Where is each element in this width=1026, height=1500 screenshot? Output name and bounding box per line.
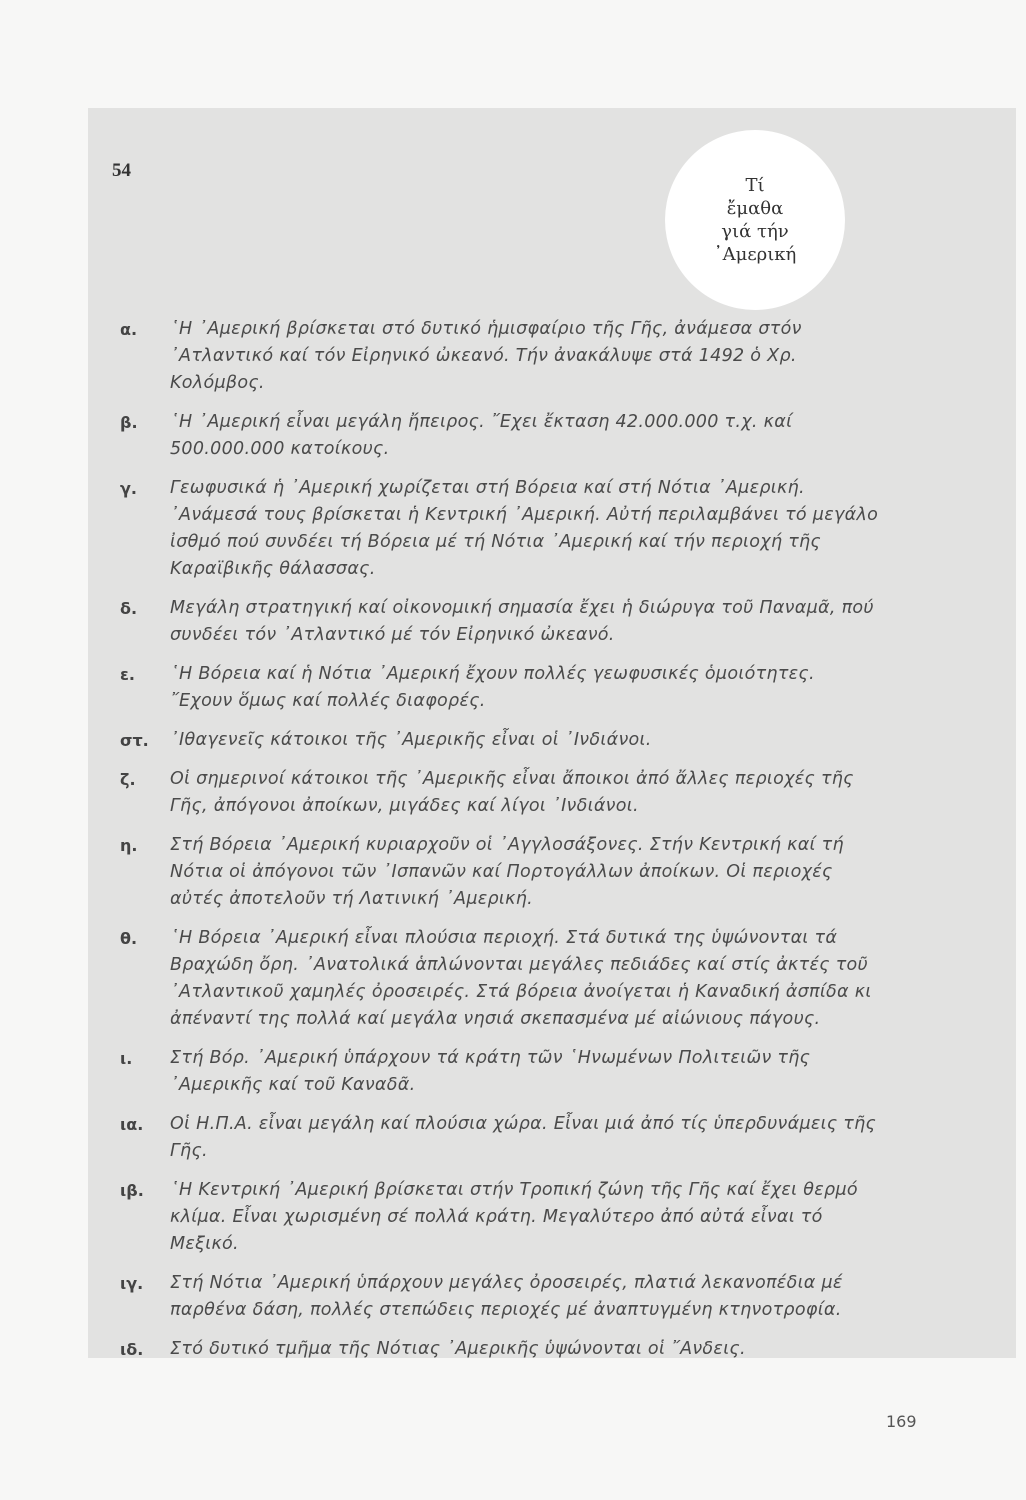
list-item [120,925,880,1033]
summary-list [120,316,880,1375]
item-text: Οἱ σημερινοί κάτοικοι τῆς ᾽Αμερικῆς εἶναι ἄποικοι ἀπό ἄλλες περιοχές τῆς Γῆς, ἀπόγονοι ἀποίκων, μιγάδες καί λίγοι ᾽Ινδιάνοι. [170,769,854,816]
title-line: Τί [745,175,765,196]
list-item [120,832,880,913]
list-item [120,1111,880,1165]
item-text: Γεωφυσικά ἡ ᾽Αμερική χωρίζεται στή Βόρεια καί στή Νότια ᾽Αμερική. ᾽Ανάμεσά τους βρίσκεται ἡ Κεντρική ᾽Αμερική. Αὐτή περιλαμβάνει τό μεγάλο ἰσθμό πού συνδέει τή Βόρεια μέ τή Νότια ᾽Αμερική καί τήν περιοχή τῆς Καραϊβικῆς θάλασσας. [170,478,879,579]
title-line: γιά τήν [721,221,789,242]
item-text: Στή Βόρεια ᾽Αμερική κυριαρχοῦν οἱ ᾽Αγγλοσάξονες. Στήν Κεντρική καί τή Νότια οἱ ἀπόγονοι τῶν ᾽Ισπανῶν καί Πορτογάλλων ἀποίκων. Οἱ περιοχές αὐτές ἀποτελοῦν τή Λατινική ᾽Αμερική. [170,835,844,909]
item-label: θ. [120,929,138,948]
list-item [120,409,880,463]
item-text: Στή Νότια ᾽Αμερική ὑπάρχουν μεγάλες ὀροσειρές, πλατιά λεκανοπέδια μέ παρθένα δάση, πολλές στεπώδεις περιοχές μέ ἀναπτυγμένη κτηνοτροφία. [170,1273,843,1320]
item-text: Μεγάλη στρατηγική καί οἰκονομική σημασία ἔχει ἡ διώρυγα τοῦ Παναμᾶ, πού συνδέει τόν ᾽Ατλαντικό μέ τόν Εἰρηνικό ὠκεανό. [170,598,874,645]
list-item [120,1045,880,1099]
item-label: ιγ. [120,1274,144,1293]
item-label: ε. [120,665,135,684]
title-line: ᾽Αμερική [713,244,797,265]
item-text: Στό δυτικό τμῆμα τῆς Νότιας ᾽Αμερικῆς ὑψώνονται οἱ ῎Ανδεις. [170,1339,746,1359]
item-label: γ. [120,479,137,498]
item-label: δ. [120,599,138,618]
item-label: ια. [120,1115,144,1134]
bottom-page-number: 169 [886,1412,917,1431]
item-label: α. [120,320,138,339]
item-text: ῾Η ᾽Αμερική βρίσκεται στό δυτικό ἡμισφαίριο τῆς Γῆς, ἀνάμεσα στόν ᾽Ατλαντικό καί τόν Εἰρηνικό ὠκεανό. Τήν ἀνακάλυψε στά 1492 ὁ Χρ. Κολόμβος. [170,319,802,393]
item-text: ῾Η Βόρεια ᾽Αμερική εἶναι πλούσια περιοχή. Στά δυτικά της ὑψώνονται τά Βραχώδη ὄρη. ᾽Ανατολικά ἁπλώνονται μεγάλες πεδιάδες καί στίς ἀκτές τοῦ ᾽Ατλαντικοῦ χαμηλές ὀροσειρές. Στά βόρεια ἀνοίγεται ἡ Καναδική ἀσπίδα κι ἀπέναντί της πολλά καί μεγάλα νησιά σκεπασμένα μέ αἰώνιους πάγους. [170,928,872,1029]
list-item [120,1270,880,1324]
list-item [120,316,880,397]
list-item [120,1336,880,1363]
item-text: ῾Η Βόρεια καί ἡ Νότια ᾽Αμερική ἔχουν πολλές γεωφυσικές ὁμοιότητες. ῎Εχουν ὅμως καί πολλές διαφορές. [170,664,815,711]
list-item [120,1177,880,1258]
list-item [120,766,880,820]
item-label: στ. [120,731,149,750]
item-text: ῾Η Κεντρική ᾽Αμερική βρίσκεται στήν Τροπική ζώνη τῆς Γῆς καί ἔχει θερμό κλίμα. Εἶναι χωρισμένη σέ πολλά κράτη. Μεγαλύτερο ἀπό αὐτά εἶναι τό Μεξικό. [170,1180,858,1254]
list-item [120,595,880,649]
top-page-number: 54 [112,160,131,181]
list-item [120,475,880,583]
item-label: ζ. [120,770,136,789]
title-line: ἔμαθα [726,198,784,219]
list-item [120,661,880,715]
item-text: ῾Η ᾽Αμερική εἶναι μεγάλη ἤπειρος. ῎Εχει ἔκταση 42.000.000 τ.χ. καί 500.000.000 κατοίκους. [170,412,793,459]
title-circle [665,130,845,310]
item-label: β. [120,413,138,432]
item-label: ι. [120,1049,133,1068]
item-label: ιδ. [120,1340,144,1359]
item-label: η. [120,836,138,855]
item-text: Στή Βόρ. ᾽Αμερική ὑπάρχουν τά κράτη τῶν ῾Ηνωμένων Πολιτειῶν τῆς ᾽Αμερικῆς καί τοῦ Καναδᾶ. [170,1048,811,1095]
item-text: Οἱ Η.Π.Α. εἶναι μεγάλη καί πλούσια χώρα. Εἶναι μιά ἀπό τίς ὑπερδυνάμεις τῆς Γῆς. [170,1114,877,1161]
list-item [120,727,880,754]
item-text: ᾽Ιθαγενεῖς κάτοικοι τῆς ᾽Αμερικῆς εἶναι οἱ ᾽Ινδιάνοι. [170,730,652,750]
item-label: ιβ. [120,1181,144,1200]
